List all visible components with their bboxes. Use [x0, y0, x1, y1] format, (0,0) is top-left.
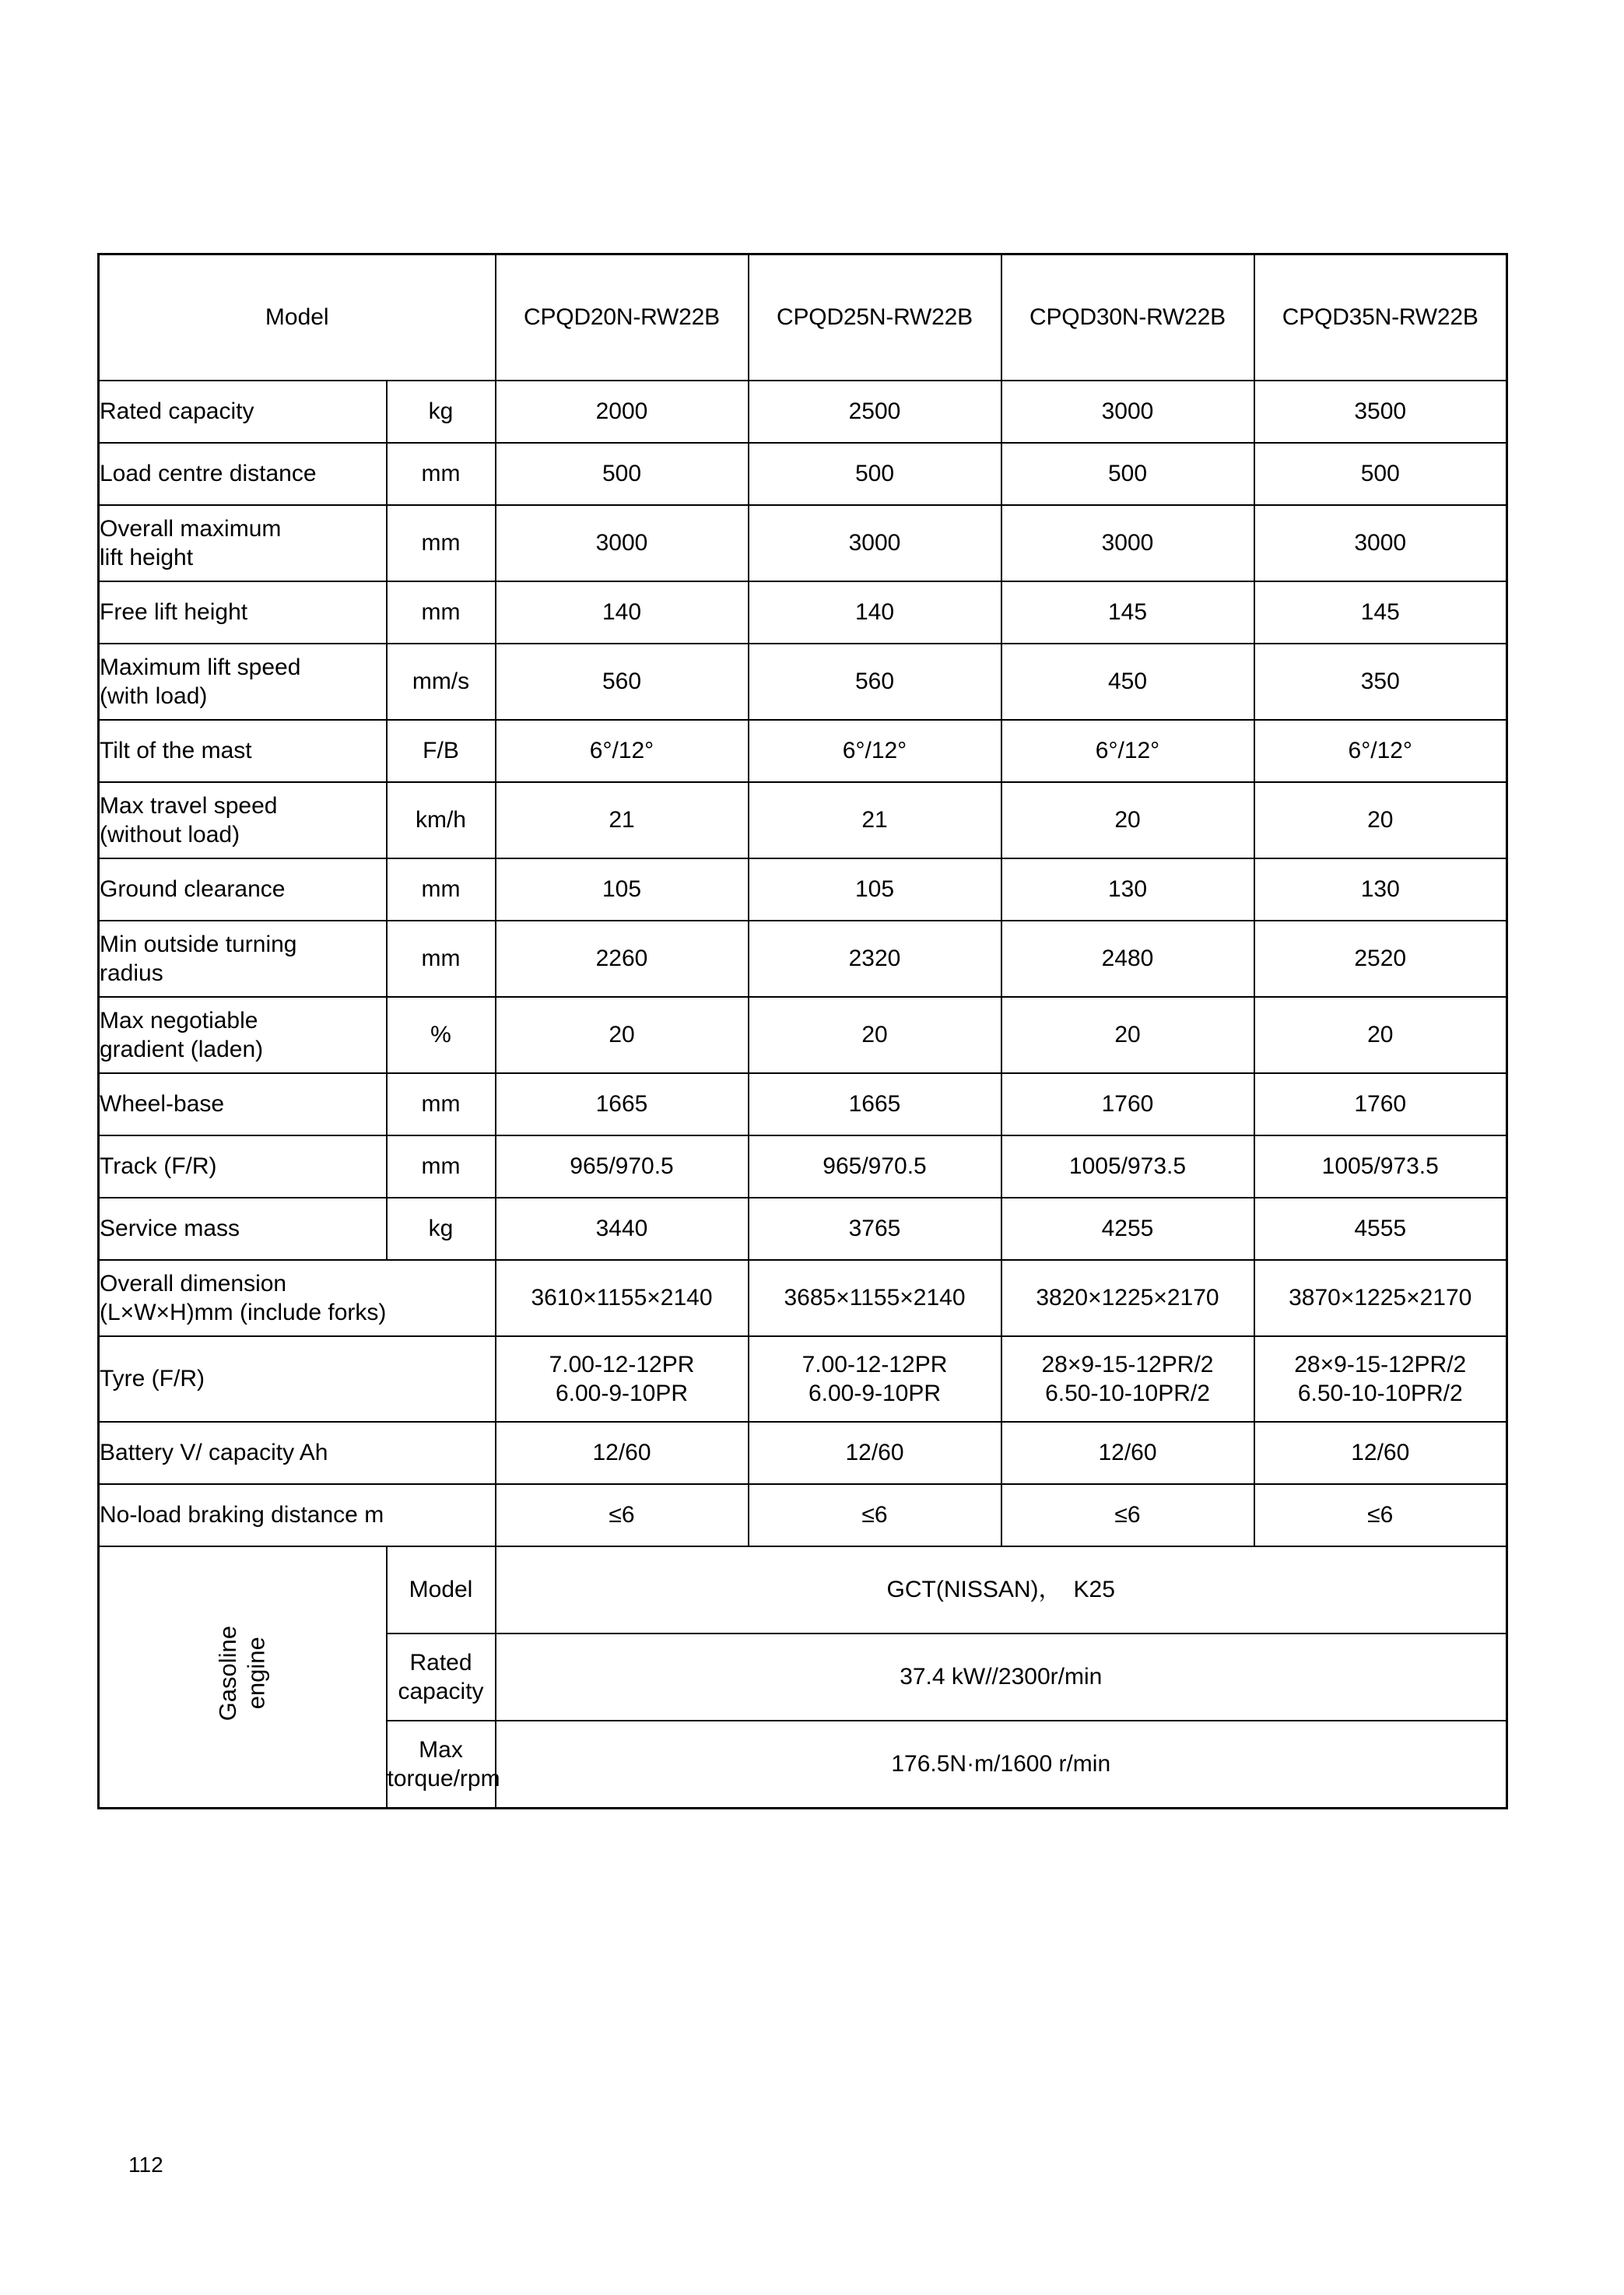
row-unit-ground-clearance: mm	[387, 858, 496, 921]
row-label-line-1: Max travel speed	[100, 792, 278, 819]
row-label-line-2: (without load)	[100, 822, 240, 847]
table-row	[99, 1073, 1507, 1135]
cell-value: 3000	[1254, 505, 1507, 581]
row-label-line-2: radius	[100, 960, 163, 986]
tyre-front-value: 7.00-12-12PR	[549, 1351, 695, 1377]
row-unit-free-lift-height: mm	[387, 581, 496, 644]
cell-value: 3500	[1254, 381, 1507, 443]
table-row	[99, 1484, 1507, 1546]
engine-group-label-line-2: engine	[242, 1637, 270, 1710]
cell-value: 12/60	[749, 1422, 1001, 1484]
row-label-line-2: gradient (laden)	[100, 1037, 264, 1062]
table-row	[99, 921, 1507, 997]
row-unit-max-travel-speed: km/h	[387, 782, 496, 858]
row-label-ground-clearance: Ground clearance	[99, 858, 387, 921]
cell-value: 450	[1001, 644, 1254, 720]
tyre-front-value: 7.00-12-12PR	[801, 1351, 948, 1377]
row-label-maximum-lift-speed	[99, 644, 387, 720]
row-label-wheel-base: Wheel-base	[99, 1073, 387, 1135]
table-row	[99, 381, 1507, 443]
row-label-tyre-fr: Tyre (F/R)	[99, 1336, 496, 1422]
cell-value: 3440	[496, 1198, 749, 1260]
row-label-max-travel-speed	[99, 782, 387, 858]
engine-row-label-max-torque: Max torque/rpm	[387, 1721, 496, 1809]
table-row	[99, 720, 1507, 782]
cell-value: 4555	[1254, 1198, 1507, 1260]
row-label-line-2: (with load)	[100, 683, 208, 709]
cell-value: 145	[1254, 581, 1507, 644]
row-unit-maximum-lift-speed: mm/s	[387, 644, 496, 720]
row-label-service-mass: Service mass	[99, 1198, 387, 1260]
header-model-4: CPQD35N-RW22B	[1254, 254, 1507, 381]
table-row	[99, 782, 1507, 858]
row-label-line-1: Max negotiable	[100, 1007, 258, 1033]
tyre-rear-value: 6.00-9-10PR	[555, 1381, 689, 1406]
cell-value: 965/970.5	[496, 1135, 749, 1198]
row-unit-rated-capacity: kg	[387, 381, 496, 443]
header-model-label: Model	[99, 254, 496, 381]
cell-value: 6°/12°	[1001, 720, 1254, 782]
cell-value: 12/60	[1254, 1422, 1507, 1484]
table-row	[99, 581, 1507, 644]
cell-value: 20	[1001, 997, 1254, 1073]
cell-value: 21	[749, 782, 1001, 858]
cell-value: 3000	[1001, 381, 1254, 443]
cell-value: 2000	[496, 381, 749, 443]
engine-section-row	[99, 1546, 1507, 1634]
cell-value: 3870×1225×2170	[1254, 1260, 1507, 1336]
engine-group-label-text	[214, 1626, 271, 1721]
header-model-2: CPQD25N-RW22B	[749, 254, 1001, 381]
cell-value: 12/60	[496, 1422, 749, 1484]
cell-value: 2520	[1254, 921, 1507, 997]
engine-row-label-model: Model	[387, 1546, 496, 1634]
row-unit-service-mass: kg	[387, 1198, 496, 1260]
cell-value: 130	[1001, 858, 1254, 921]
row-label-line-1: Maximum lift speed	[100, 654, 301, 680]
row-label-load-centre-distance: Load centre distance	[99, 443, 387, 505]
row-unit-tilt-of-the-mast: F/B	[387, 720, 496, 782]
cell-value: 4255	[1001, 1198, 1254, 1260]
row-unit-min-outside-turning-radius: mm	[387, 921, 496, 997]
cell-value: 2500	[749, 381, 1001, 443]
table-row	[99, 997, 1507, 1073]
row-label-track-fr: Track (F/R)	[99, 1135, 387, 1198]
cell-value: 2260	[496, 921, 749, 997]
tyre-rear-value: 6.50-10-10PR/2	[1045, 1381, 1210, 1406]
cell-value	[749, 1336, 1001, 1422]
cell-value: 3765	[749, 1198, 1001, 1260]
cell-value: ≤6	[749, 1484, 1001, 1546]
cell-value: 6°/12°	[496, 720, 749, 782]
row-unit-max-negotiable-gradient: %	[387, 997, 496, 1073]
engine-row-value-model: GCT(NISSAN)， K25	[496, 1546, 1507, 1634]
engine-row-value-max-torque: 176.5N·m/1600 r/min	[496, 1721, 1507, 1809]
cell-value: ≤6	[1001, 1484, 1254, 1546]
row-unit-overall-maximum-lift-height: mm	[387, 505, 496, 581]
cell-value: ≤6	[1254, 1484, 1507, 1546]
cell-value: 140	[496, 581, 749, 644]
cell-value: 2480	[1001, 921, 1254, 997]
cell-value: 20	[1001, 782, 1254, 858]
cell-value: 1760	[1001, 1073, 1254, 1135]
row-label-line-1: Overall maximum	[100, 515, 282, 542]
table-row	[99, 1336, 1507, 1422]
cell-value: 3000	[496, 505, 749, 581]
cell-value: 500	[749, 443, 1001, 505]
header-model-1: CPQD20N-RW22B	[496, 254, 749, 381]
cell-value: 145	[1001, 581, 1254, 644]
cell-value: 965/970.5	[749, 1135, 1001, 1198]
row-unit-wheel-base: mm	[387, 1073, 496, 1135]
table-row	[99, 1422, 1507, 1484]
tyre-front-value: 28×9-15-12PR/2	[1294, 1351, 1467, 1377]
cell-value: 20	[1254, 997, 1507, 1073]
tyre-front-value: 28×9-15-12PR/2	[1041, 1351, 1214, 1377]
table-row	[99, 644, 1507, 720]
forklift-specification-table	[97, 253, 1508, 1809]
engine-row-value-rated-capacity: 37.4 kW//2300r/min	[496, 1634, 1507, 1721]
cell-value: 560	[749, 644, 1001, 720]
cell-value: 21	[496, 782, 749, 858]
tyre-rear-value: 6.00-9-10PR	[808, 1381, 942, 1406]
tyre-rear-value: 6.50-10-10PR/2	[1297, 1381, 1463, 1406]
page-number: 112	[128, 2153, 163, 2177]
row-label-rated-capacity: Rated capacity	[99, 381, 387, 443]
cell-value: 105	[749, 858, 1001, 921]
cell-value	[496, 1336, 749, 1422]
row-label-overall-maximum-lift-height	[99, 505, 387, 581]
engine-row-label-rated-capacity: Rated capacity	[387, 1634, 496, 1721]
header-model-3: CPQD30N-RW22B	[1001, 254, 1254, 381]
row-label-line-1: Min outside turning	[100, 931, 297, 957]
cell-value: 12/60	[1001, 1422, 1254, 1484]
row-label-no-load-braking-distance: No-load braking distance m	[99, 1484, 496, 1546]
cell-value: 3820×1225×2170	[1001, 1260, 1254, 1336]
row-label-battery-capacity: Battery V/ capacity Ah	[99, 1422, 496, 1484]
cell-value	[1001, 1336, 1254, 1422]
cell-value	[1254, 1336, 1507, 1422]
cell-value: 3685×1155×2140	[749, 1260, 1001, 1336]
row-unit-load-centre-distance: mm	[387, 443, 496, 505]
cell-value: 500	[1001, 443, 1254, 505]
engine-group-label-line-1: Gasoline	[214, 1626, 242, 1721]
row-label-tilt-of-the-mast: Tilt of the mast	[99, 720, 387, 782]
table-row	[99, 1198, 1507, 1260]
cell-value: 140	[749, 581, 1001, 644]
cell-value: 1005/973.5	[1254, 1135, 1507, 1198]
row-label-overall-dimension	[99, 1260, 496, 1336]
table-row	[99, 505, 1507, 581]
cell-value: 105	[496, 858, 749, 921]
cell-value: 3610×1155×2140	[496, 1260, 749, 1336]
cell-value: 3000	[1001, 505, 1254, 581]
row-label-line-2: lift height	[100, 545, 194, 570]
cell-value: 1665	[496, 1073, 749, 1135]
row-unit-track-fr: mm	[387, 1135, 496, 1198]
cell-value: 20	[1254, 782, 1507, 858]
cell-value: 20	[749, 997, 1001, 1073]
table-row	[99, 858, 1507, 921]
cell-value: 560	[496, 644, 749, 720]
cell-value: 6°/12°	[1254, 720, 1507, 782]
engine-group-label	[99, 1546, 387, 1809]
cell-value: 500	[1254, 443, 1507, 505]
cell-value: 1665	[749, 1073, 1001, 1135]
row-label-line-1: Overall dimension	[100, 1270, 287, 1297]
cell-value: 1005/973.5	[1001, 1135, 1254, 1198]
cell-value: 2320	[749, 921, 1001, 997]
table-row	[99, 443, 1507, 505]
cell-value: 1760	[1254, 1073, 1507, 1135]
cell-value: 6°/12°	[749, 720, 1001, 782]
row-label-max-negotiable-gradient	[99, 997, 387, 1073]
row-label-line-2: (L×W×H)mm (include forks)	[100, 1300, 387, 1325]
cell-value: 350	[1254, 644, 1507, 720]
table-row	[99, 1135, 1507, 1198]
row-label-free-lift-height: Free lift height	[99, 581, 387, 644]
row-label-min-outside-turning-radius	[99, 921, 387, 997]
specification-table-container	[97, 253, 1506, 1809]
cell-value: 20	[496, 997, 749, 1073]
cell-value: ≤6	[496, 1484, 749, 1546]
cell-value: 500	[496, 443, 749, 505]
table-header-row	[99, 254, 1507, 381]
cell-value: 130	[1254, 858, 1507, 921]
cell-value: 3000	[749, 505, 1001, 581]
table-row	[99, 1260, 1507, 1336]
